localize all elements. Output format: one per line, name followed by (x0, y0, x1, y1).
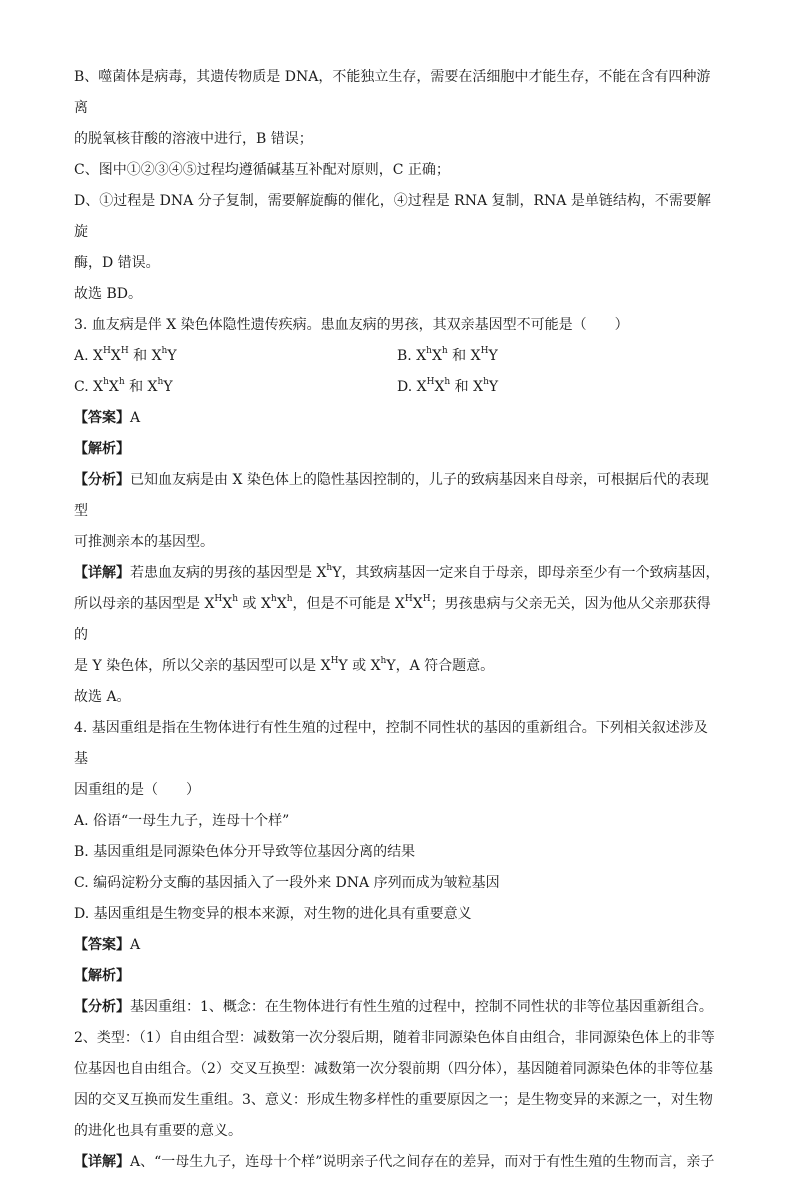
analysis-text: 位基因也自由组合。（2）交叉互换型：减数第一次分裂前期（四分体），基因随着同源染色体的非等位基 (74, 1061, 713, 1077)
option-d: D. $X^HX^h$ 和 $X^hY$ (397, 377, 499, 395)
text-line: 的脱氧核苷酸的溶液中进行，B 错误； (74, 131, 313, 147)
text-line: D、①过程是 DNA 分子复制，需要解旋酶的催化，④过程是 RNA 复制，RNA 是单链结构，不需要解旋 (74, 193, 711, 240)
option-a: A. 俗语“一母生九子，连母十个样” (74, 813, 290, 829)
analysis-text: 的进化也具有重要的意义。 (74, 1123, 242, 1139)
option-a: A. $X^HX^H$ 和 $X^hY$ (74, 346, 177, 364)
analysis-text: 2、类型：（1）自由组合型：减数第一次分裂后期，随着非同源染色体自由组合，非同源染色体上的非等 (74, 1030, 715, 1046)
analysis-text: 因的交叉互换而发生重组。3、意义：形成生物多样性的重要原因之一；是生物变异的来源之一，对生物 (74, 1092, 713, 1108)
question-3-options-row-1 (74, 341, 720, 372)
option-d: D. 基因重组是生物变异的根本来源，对生物的进化具有重要意义 (74, 906, 472, 922)
explanation-text: 【详解】若患血友病的男孩的基因型是 $X^hY$，其致病基因一定来自于母亲，即母亲至少有一个致病基因， (74, 563, 720, 581)
answer-line: 【答案】A (74, 410, 141, 426)
answer-line: 【答案】A (74, 937, 141, 953)
option-b: B. $X^hX^h$ 和 $X^HY$ (397, 346, 498, 364)
explanation-text: 所以母亲的基因型是 $X^HX^h$ 或 $X^hX^h$，但是不可能是 $X^HX^H$；男孩患病与父亲无关，因为他从父亲那获得的 (74, 594, 711, 643)
question-4-stem: 4. 基因重组是指在生物体进行有性生殖的过程中，控制不同性状的基因的重新组合。下列相关叙述涉及基 (74, 720, 708, 767)
analysis-heading: 【解析】 (74, 441, 130, 457)
text-line: B、噬菌体是病毒，其遗传物质是 DNA，不能独立生存，需要在活细胞中才能生存，不能在含有四种游离 (74, 69, 711, 116)
conclusion-line: 故选 BD。 (74, 286, 142, 302)
option-c: C. $X^hX^h$ 和 $X^hY$ (74, 377, 173, 395)
explanation-text: 是 Y 染色体，所以父亲的基因型可以是 $X^HY$ 或 $X^hY$，A 符合题意。 (74, 656, 495, 674)
question-4-stem: 因重组的是（ ） (74, 782, 200, 798)
analysis-text: 【分析】基因重组：1、概念：在生物体进行有性生殖的过程中，控制不同性状的非等位基因重新组合。 (74, 999, 713, 1015)
answer-tag: 【答案】 (74, 410, 130, 426)
analysis-text: 【分析】已知血友病是由 X 染色体上的隐性基因控制的，儿子的致病基因来自母亲，可根据后代的表现型 (74, 472, 709, 519)
option-b: B. 基因重组是同源染色体分开导致等位基因分离的结果 (74, 844, 416, 860)
analysis-heading: 【解析】 (74, 968, 130, 984)
option-c: C. 编码淀粉分支酶的基因插入了一段外来 DNA 序列而成为皱粒基因 (74, 875, 500, 891)
answer-tag: 【答案】 (74, 937, 130, 953)
analysis-text: 可推测亲本的基因型。 (74, 534, 214, 550)
explanation-text: 【详解】A、“一母生九子，连母十个样”说明亲子代之间存在的差异，而对于有性生殖的生物而言，亲子 (74, 1154, 715, 1170)
question-3-options-row-2 (74, 372, 720, 403)
document-page (74, 62, 720, 1178)
text-line: C、图中①②③④⑤过程均遵循碱基互补配对原则，C 正确； (74, 162, 450, 178)
question-3-stem: 3. 血友病是伴 X 染色体隐性遗传疾病。患血友病的男孩，其双亲基因型不可能是（ ） (74, 317, 629, 333)
text-line: 酶，D 错误。 (74, 255, 160, 271)
conclusion-line: 故选 A。 (74, 689, 131, 705)
